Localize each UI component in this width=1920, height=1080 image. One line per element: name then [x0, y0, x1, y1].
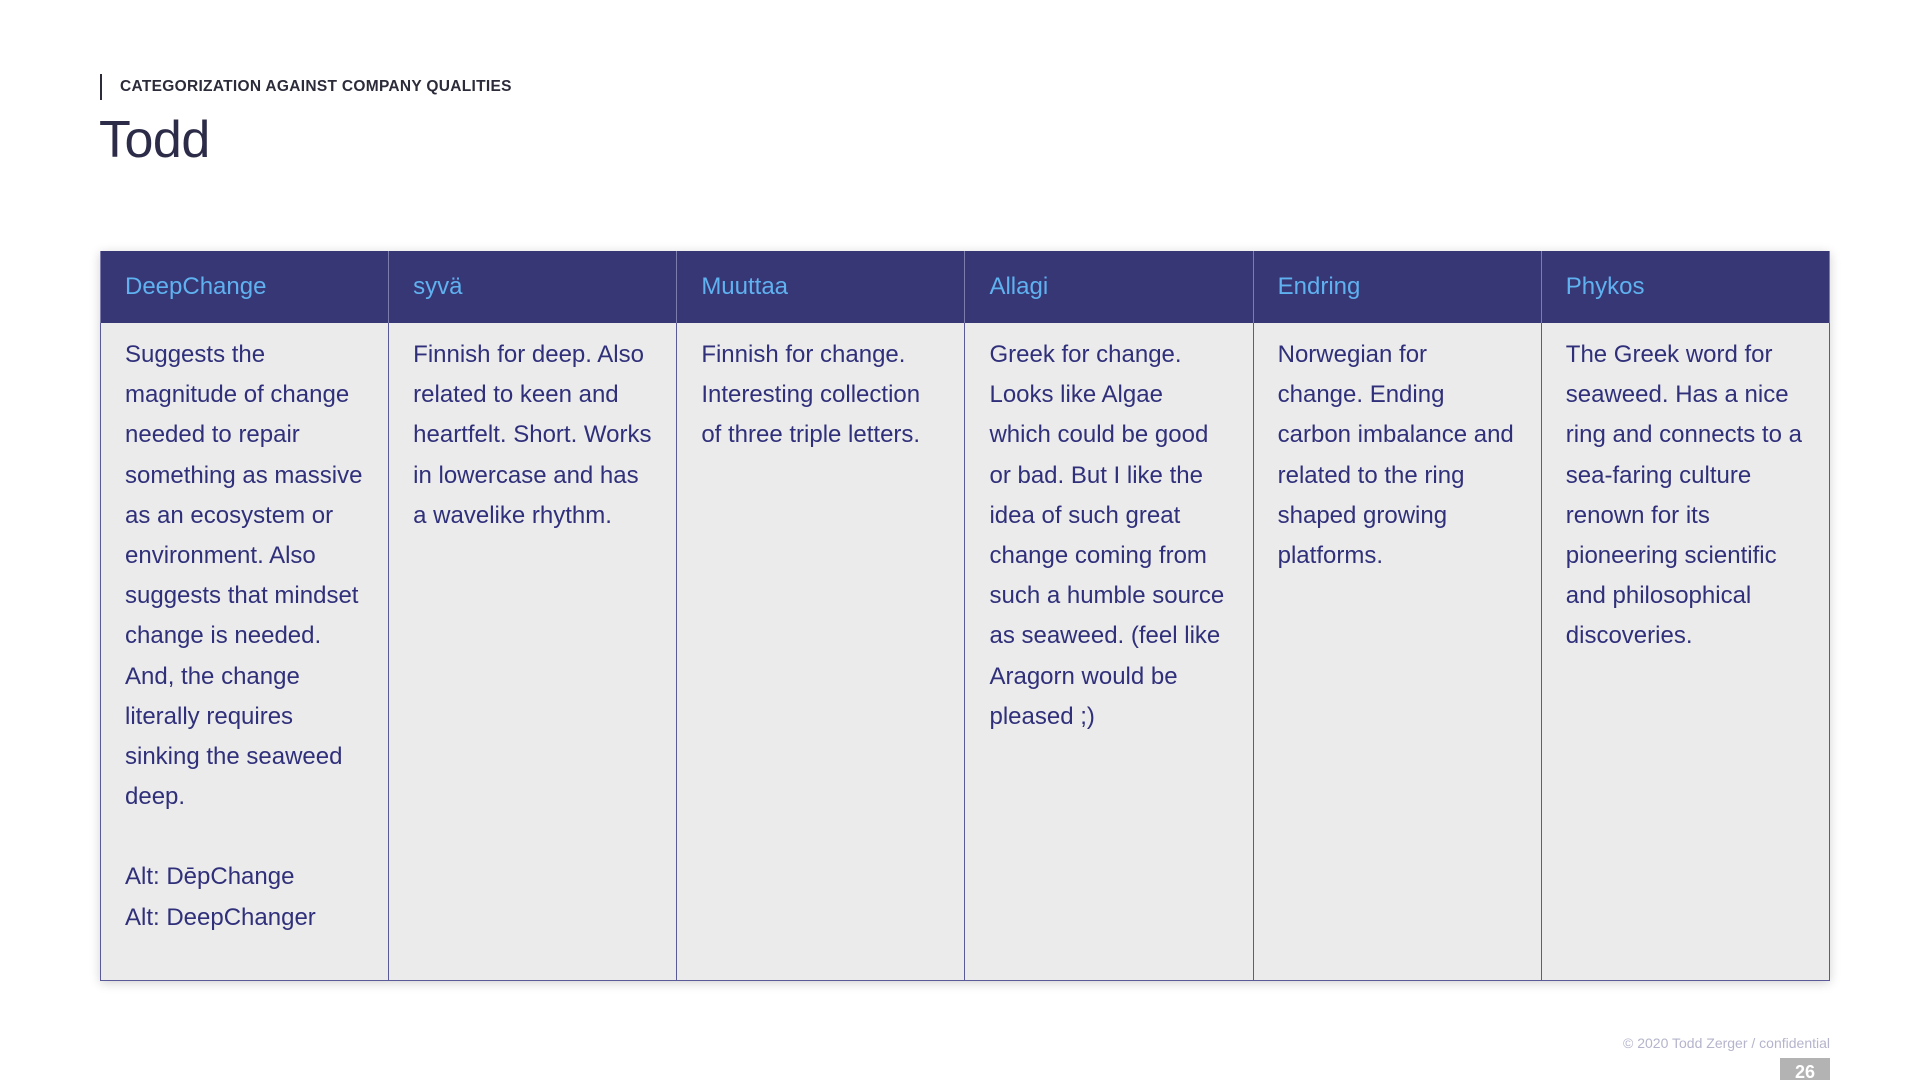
column-header-deepchange: DeepChange — [101, 251, 389, 323]
description-syva: Finnish for deep. Also related to keen and heartfelt. Short. Works in lowercase and has a wavelike rhythm. — [413, 341, 652, 529]
footer-copyright: © 2020 Todd Zerger / confidential — [1623, 1035, 1830, 1051]
column-header-endring: Endring — [1253, 251, 1541, 323]
description-deepchange: Suggests the magnitude of change needed to repair something as massive as an ecosystem or environment. Also suggests that mindset change is needed. And, the change literally requires sinking the seaweed deep. — [125, 341, 363, 811]
column-header-phykos: Phykos — [1541, 251, 1829, 323]
description-muuttaa: Finnish for change. Interesting collection of three triple letters. — [701, 341, 921, 449]
alt-names — [125, 857, 364, 937]
alt-name-1: Alt: DēpChange — [125, 863, 295, 891]
description-phykos: The Greek word for seaweed. Has a nice ring and connects to a sea-faring culture renown for its pioneering scientific and philosophical discoveries. — [1565, 341, 1802, 650]
column-header-syva: syvä — [389, 251, 677, 323]
cell-deepchange — [101, 323, 389, 981]
page-number: 26 — [1780, 1058, 1830, 1080]
section-eyebrow: CATEGORIZATION AGAINST COMPANY QUALITIES — [100, 74, 512, 100]
cell-endring — [1253, 323, 1541, 981]
table-header-row — [101, 251, 1830, 323]
names-table-container — [100, 251, 1830, 981]
names-table — [100, 251, 1830, 981]
description-endring: Norwegian for change. Ending carbon imbalance and related to the ring shaped growing platforms. — [1277, 341, 1514, 570]
alt-name-2: Alt: DeepChanger — [125, 903, 316, 931]
cell-phykos — [1541, 323, 1829, 981]
cell-allagi — [965, 323, 1253, 981]
table-row — [101, 323, 1830, 981]
column-header-muuttaa: Muuttaa — [677, 251, 965, 323]
column-header-allagi: Allagi — [965, 251, 1253, 323]
page-title: Todd — [99, 111, 210, 169]
cell-syva — [389, 323, 677, 981]
description-allagi: Greek for change. Looks like Algae which could be good or bad. But I like the idea of such great change coming from such a humble source as seaweed. (feel like Aragorn would be pleased ;) — [989, 341, 1225, 730]
cell-muuttaa — [677, 323, 965, 981]
